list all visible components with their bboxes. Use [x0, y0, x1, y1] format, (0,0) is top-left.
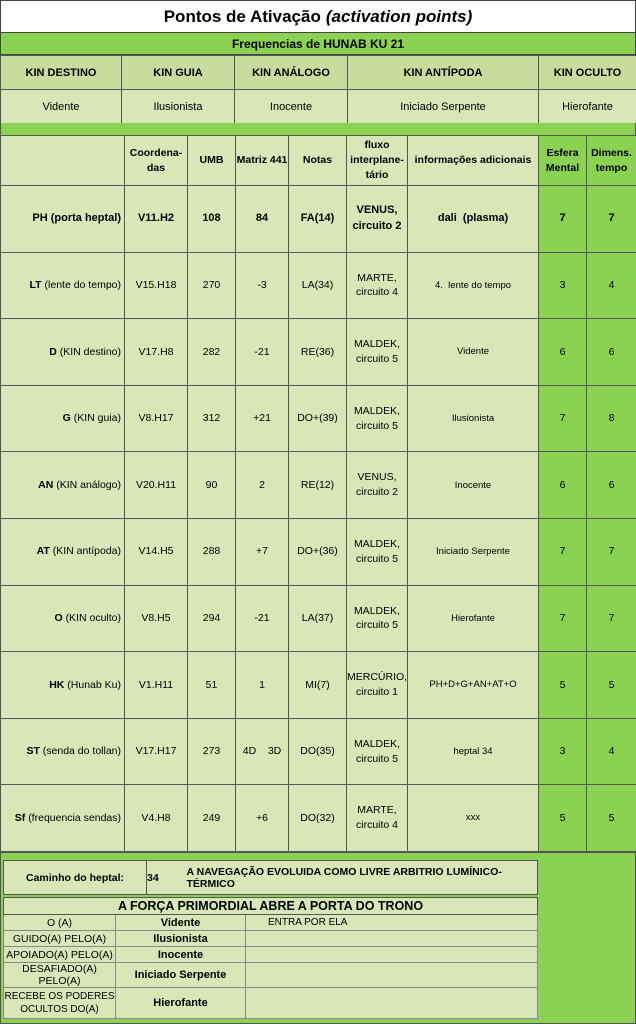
dimens-cell: 6 — [587, 319, 636, 386]
info-cell: PH+D+G+AN+AT+O — [408, 652, 539, 719]
activation-points-table — [0, 135, 636, 852]
notas-cell: DO(35) — [289, 718, 347, 785]
umb-cell: 108 — [188, 186, 236, 253]
heptal-path-table — [3, 860, 538, 895]
force-label: APOIADO(A) PELO(A) — [4, 947, 116, 963]
header-matriz: Matriz 441 — [236, 136, 289, 186]
fluxo-circuit: circuito 1 — [355, 685, 398, 698]
force-label: GUIDO(A) PELO(A) — [4, 931, 116, 947]
force-value: Iniciado Serpente — [116, 963, 246, 988]
force-value: Vidente — [116, 915, 246, 931]
point-code: G — [62, 412, 71, 425]
force-label-line: OCULTOS DO(A) — [20, 1004, 99, 1015]
coord-cell: V20.H11 — [125, 452, 188, 519]
point-code: HK — [49, 678, 65, 691]
point-name-cell — [1, 186, 125, 253]
point-name-cell — [1, 452, 125, 519]
point-code: Sf — [14, 811, 26, 824]
fluxo-cell — [347, 585, 408, 652]
umb-cell: 51 — [188, 652, 236, 719]
page-title — [0, 0, 636, 33]
kin-header-cell: KIN GUIA — [122, 56, 235, 90]
force-empty — [246, 931, 538, 947]
force-label: DESAFIADO(A) PELO(A) — [4, 963, 116, 988]
info-cell: Iniciado Serpente — [408, 518, 539, 585]
esfera-cell: 5 — [539, 652, 587, 719]
fluxo-planet: MALDEK, — [353, 737, 401, 750]
header-dimens: Dimens. tempo — [587, 136, 636, 186]
esfera-cell: 6 — [539, 319, 587, 386]
esfera-cell: 6 — [539, 452, 587, 519]
kin-header-cell: KIN ANTÍPODA — [348, 56, 539, 90]
umb-cell: 273 — [188, 718, 236, 785]
fluxo-planet: VENUS, — [357, 471, 397, 484]
umb-cell: 282 — [188, 319, 236, 386]
dimens-cell: 4 — [587, 252, 636, 319]
notas-cell: RE(12) — [289, 452, 347, 519]
fluxo-circuit: circuito 4 — [355, 286, 398, 299]
fluxo-cell — [347, 452, 408, 519]
point-name: (senda do tollan) — [42, 745, 121, 758]
point-name: (KIN antípoda) — [52, 545, 121, 558]
force-row — [4, 915, 538, 931]
title-main: Pontos de Ativação — [163, 6, 321, 26]
fluxo-planet: MARTE, — [357, 271, 397, 284]
spacer-band — [0, 123, 636, 135]
activation-row — [1, 652, 636, 719]
kin-value-cell: Inocente — [235, 90, 348, 124]
esfera-cell: 7 — [539, 385, 587, 452]
fluxo-circuit: circuito 5 — [355, 352, 398, 365]
point-name: (KIN destino) — [59, 345, 121, 358]
coord-cell: V11.H2 — [125, 186, 188, 253]
esfera-cell: 3 — [539, 252, 587, 319]
header-info: informações adicionais — [408, 136, 539, 186]
matriz-cell: +21 — [236, 385, 289, 452]
force-row — [4, 947, 538, 963]
activation-row — [1, 785, 636, 852]
header-name — [1, 136, 125, 186]
umb-cell: 312 — [188, 385, 236, 452]
esfera-cell: 3 — [539, 718, 587, 785]
fluxo-circuit: circuito 5 — [355, 619, 398, 632]
header-esfera: Esfera Mental — [539, 136, 587, 186]
info-cell: 4. lente do tempo — [408, 252, 539, 319]
activation-row — [1, 452, 636, 519]
dimens-cell: 8 — [587, 385, 636, 452]
force-label-line: RECEBE OS PODERES — [4, 991, 115, 1002]
esfera-cell: 5 — [539, 785, 587, 852]
kin-value-cell: Vidente — [1, 90, 122, 124]
activation-row — [1, 385, 636, 452]
force-row — [4, 931, 538, 947]
frequencias-heading: Frequencias de HUNAB KU 21 — [0, 33, 636, 55]
info-cell: Hierofante — [408, 585, 539, 652]
activation-row — [1, 186, 636, 253]
fluxo-planet: MALDEK, — [353, 604, 401, 617]
info-cell: Inocente — [408, 452, 539, 519]
dimens-cell: 6 — [587, 452, 636, 519]
notas-cell: FA(14) — [289, 186, 347, 253]
dimens-cell: 7 — [587, 585, 636, 652]
notas-cell: DO+(36) — [289, 518, 347, 585]
fluxo-planet: VENUS, — [356, 204, 398, 217]
info-cell: dali (plasma) — [408, 186, 539, 253]
activation-row — [1, 585, 636, 652]
coord-cell: V1.H11 — [125, 652, 188, 719]
esfera-cell: 7 — [539, 518, 587, 585]
point-name-cell — [1, 785, 125, 852]
point-code: ST — [26, 745, 40, 758]
matriz-cell: 84 — [236, 186, 289, 253]
force-empty — [246, 963, 538, 988]
point-code: O — [54, 612, 63, 625]
umb-cell: 270 — [188, 252, 236, 319]
header-umb: UMB — [188, 136, 236, 186]
title-italic: (activation points) — [325, 6, 473, 26]
point-name-cell — [1, 718, 125, 785]
fluxo-planet: MERCÚRIO, — [347, 671, 408, 684]
coord-cell: V8.H5 — [125, 585, 188, 652]
matriz-cell: 4D 3D — [236, 718, 289, 785]
dimens-cell: 7 — [587, 518, 636, 585]
rows-body — [1, 186, 636, 852]
fluxo-planet: MARTE, — [357, 804, 397, 817]
fluxo-circuit: circuito 2 — [355, 486, 398, 499]
kin-value-row — [1, 90, 636, 124]
point-code: PH — [32, 212, 48, 225]
matriz-cell: -21 — [236, 319, 289, 386]
point-name: (KIN análogo) — [56, 478, 121, 491]
info-cell: Ilusionista — [408, 385, 539, 452]
fluxo-circuit: circuito 4 — [355, 819, 398, 832]
force-value: Ilusionista — [116, 931, 246, 947]
heptal-path-row — [4, 861, 538, 895]
force-row — [4, 988, 538, 1019]
kin-value-cell: Ilusionista — [122, 90, 235, 124]
fluxo-cell — [347, 718, 408, 785]
coord-cell: V17.H8 — [125, 319, 188, 386]
force-heading-row — [4, 898, 538, 915]
matriz-cell: -21 — [236, 585, 289, 652]
force-value: Inocente — [116, 947, 246, 963]
notas-cell: LA(37) — [289, 585, 347, 652]
umb-cell: 288 — [188, 518, 236, 585]
fluxo-cell — [347, 252, 408, 319]
matriz-cell: -3 — [236, 252, 289, 319]
coord-cell: V8.H17 — [125, 385, 188, 452]
coord-cell: V4.H8 — [125, 785, 188, 852]
dimens-cell: 5 — [587, 652, 636, 719]
notas-cell: DO+(39) — [289, 385, 347, 452]
fluxo-cell — [347, 785, 408, 852]
notas-cell: RE(36) — [289, 319, 347, 386]
point-name-cell — [1, 385, 125, 452]
matriz-cell: 2 — [236, 452, 289, 519]
kin-value-cell: Iniciado Serpente — [348, 90, 539, 124]
point-name: (Hunab Ku) — [67, 678, 121, 691]
coord-cell: V17.H17 — [125, 718, 188, 785]
fluxo-planet: MALDEK, — [353, 538, 401, 551]
activation-row — [1, 252, 636, 319]
umb-cell: 249 — [188, 785, 236, 852]
point-code: LT — [29, 279, 42, 292]
matriz-cell: +6 — [236, 785, 289, 852]
point-name: (frequencia sendas) — [28, 811, 121, 824]
point-name-cell — [1, 652, 125, 719]
point-name-cell — [1, 585, 125, 652]
activation-row — [1, 518, 636, 585]
notas-cell: MI(7) — [289, 652, 347, 719]
point-code: AN — [38, 478, 54, 491]
umb-cell: 90 — [188, 452, 236, 519]
point-name: (lente do tempo) — [44, 279, 121, 292]
kin-summary-table — [0, 55, 636, 124]
fluxo-cell — [347, 652, 408, 719]
header-notas: Notas — [289, 136, 347, 186]
force-heading: A FORÇA PRIMORDIAL ABRE A PORTA DO TRONO — [4, 898, 538, 915]
point-name-cell — [1, 319, 125, 386]
matriz-cell: 1 — [236, 652, 289, 719]
esfera-cell: 7 — [539, 585, 587, 652]
fluxo-cell — [347, 319, 408, 386]
force-empty — [246, 947, 538, 963]
kin-header-row — [1, 56, 636, 90]
fluxo-circuit: circuito 2 — [352, 219, 402, 232]
point-code: AT — [36, 545, 50, 558]
notas-cell: DO(32) — [289, 785, 347, 852]
header-coord: Coordena-das — [125, 136, 188, 186]
fluxo-cell — [347, 186, 408, 253]
fluxo-planet: MALDEK, — [353, 338, 401, 351]
point-name-cell — [1, 252, 125, 319]
point-name: (KIN oculto) — [65, 612, 121, 625]
fluxo-cell — [347, 385, 408, 452]
kin-header-cell: KIN ANÁLOGO — [235, 56, 348, 90]
dimens-cell: 7 — [587, 186, 636, 253]
fluxo-circuit: circuito 5 — [355, 419, 398, 432]
header-fluxo: fluxo interplane-tário — [347, 136, 408, 186]
fluxo-circuit: circuito 5 — [355, 552, 398, 565]
fluxo-planet: MALDEK, — [353, 404, 401, 417]
force-entra: ENTRA POR ELA — [246, 915, 538, 931]
notas-cell: LA(34) — [289, 252, 347, 319]
kin-value-cell: Hierofante — [539, 90, 636, 124]
force-label: O (A) — [4, 915, 116, 931]
info-cell: heptal 34 — [408, 718, 539, 785]
fluxo-cell — [347, 518, 408, 585]
dimens-cell: 5 — [587, 785, 636, 852]
path-label: Caminho do heptal: — [4, 861, 147, 895]
force-value: Hierofante — [116, 988, 246, 1019]
path-number: 34 — [147, 861, 187, 895]
force-label — [4, 988, 116, 1019]
dimens-cell: 4 — [587, 718, 636, 785]
kin-header-cell: KIN DESTINO — [1, 56, 122, 90]
point-name: (porta heptal) — [50, 212, 121, 225]
info-cell: Vidente — [408, 319, 539, 386]
fluxo-circuit: circuito 5 — [355, 752, 398, 765]
coord-cell: V14.H5 — [125, 518, 188, 585]
kin-header-cell: KIN OCULTO — [539, 56, 636, 90]
activation-row — [1, 718, 636, 785]
point-code: D — [49, 345, 57, 358]
matriz-cell: +7 — [236, 518, 289, 585]
point-name-cell — [1, 518, 125, 585]
info-cell: xxx — [408, 785, 539, 852]
coord-cell: V15.H18 — [125, 252, 188, 319]
main-header-row — [1, 136, 636, 186]
force-empty — [246, 988, 538, 1019]
forca-primordial-table — [3, 897, 538, 1019]
force-row — [4, 963, 538, 988]
umb-cell: 294 — [188, 585, 236, 652]
esfera-cell: 7 — [539, 186, 587, 253]
activation-row — [1, 319, 636, 386]
point-name: (KIN guia) — [73, 412, 121, 425]
path-text: A NAVEGAÇÃO EVOLUIDA COMO LIVRE ARBITRIO LUMÍNICO-TÉRMICO — [187, 861, 538, 895]
